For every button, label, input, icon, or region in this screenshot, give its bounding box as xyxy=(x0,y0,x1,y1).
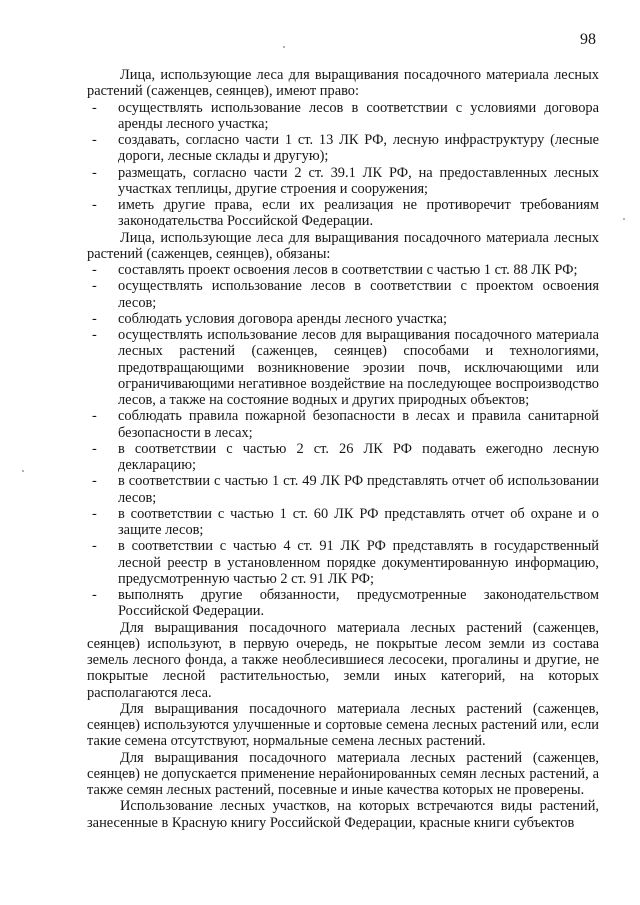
document-body xyxy=(87,67,599,831)
scan-speck xyxy=(283,46,285,48)
scan-speck xyxy=(22,470,24,472)
page-number: 98 xyxy=(580,31,596,48)
list-item: - соблюдать правила пожарной безопасности в лесах и правила санитарной безопасности в лесах; xyxy=(87,408,599,441)
list-item: - в соответствии с частью 1 ст. 60 ЛК РФ представлять отчет об охране и о защите лесов; xyxy=(87,506,599,539)
paragraph-seed-restrictions: Для выращивания посадочного материала лесных растений (саженцев, сеянцев) не допускается применение нерайонированных семян лесных растений, а также семян лесных растений, посевные и иные качества которых не проверены. xyxy=(87,749,599,798)
scan-speck xyxy=(623,218,625,220)
list-item: - осуществлять использование лесов для выращивания посадочного материала лесных растений (саженцев, сеянцев) способами и технологиями, предотвращающими возникновение эрозии почв, исключающими или ограничивающими негативное воздействие на последующее воспроизводство лесов, а также на состояние водных и других природных объектов; xyxy=(87,327,599,408)
list-item: - осуществлять использование лесов в соответствии с условиями договора аренды лесного участка; xyxy=(87,100,599,133)
list-item: - осуществлять использование лесов в соответствии с проектом освоения лесов; xyxy=(87,278,599,311)
list-item: - в соответствии с частью 4 ст. 91 ЛК РФ представлять в государственный лесной реестр в установленном порядке документированную информацию, предусмотренную частью 2 ст. 91 ЛК РФ; xyxy=(87,538,599,587)
paragraph-land-use: Для выращивания посадочного материала лесных растений (саженцев, сеянцев) используют, в первую очередь, не покрытые лесом земли из состава земель лесного фонда, а также необлесившиеся лесосеки, прогалины и другие, не покрытые лесной растительностью, земли иных категорий, на которых располагаются леса. xyxy=(87,619,599,701)
list-item: - в соответствии с частью 1 ст. 49 ЛК РФ представлять отчет об использовании лесов; xyxy=(87,473,599,506)
list-item: - выполнять другие обязанности, предусмотренные законодательством Российской Федерации. xyxy=(87,587,599,620)
list-item: - соблюдать условия договора аренды лесного участка; xyxy=(87,311,599,327)
list-item: - размещать, согласно части 2 ст. 39.1 ЛК РФ, на предоставленных лесных участках теплицы, другие строения и сооружения; xyxy=(87,165,599,198)
paragraph-duties-intro: Лица, использующие леса для выращивания посадочного материала лесных растений (саженцев, сеянцев), обязаны: xyxy=(87,229,599,262)
paragraph-seeds: Для выращивания посадочного материала лесных растений (саженцев, сеянцев) используются улучшенные и сортовые семена лесных растений или, если такие семена отсутствуют, нормальные семена лесных растений. xyxy=(87,700,599,750)
list-item: - создавать, согласно части 1 ст. 13 ЛК РФ, лесную инфраструктуру (лесные дороги, лесные склады и другую); xyxy=(87,132,599,165)
rights-list xyxy=(87,100,599,230)
list-item: - составлять проект освоения лесов в соответствии с частью 1 ст. 88 ЛК РФ; xyxy=(87,262,599,278)
list-item: - в соответствии с частью 2 ст. 26 ЛК РФ подавать ежегодно лесную декларацию; xyxy=(87,441,599,474)
paragraph-rights-intro: Лица, использующие леса для выращивания посадочного материала лесных растений (саженцев, сеянцев), имеют право: xyxy=(87,67,599,100)
paragraph-red-book: Использование лесных участков, на которых встречаются виды растений, занесенные в Красную книгу Российской Федерации, красные книги субъектов xyxy=(87,798,599,831)
list-item: - иметь другие права, если их реализация не противоречит требованиям законодательства Российской Федерации. xyxy=(87,197,599,230)
duties-list xyxy=(87,262,599,620)
